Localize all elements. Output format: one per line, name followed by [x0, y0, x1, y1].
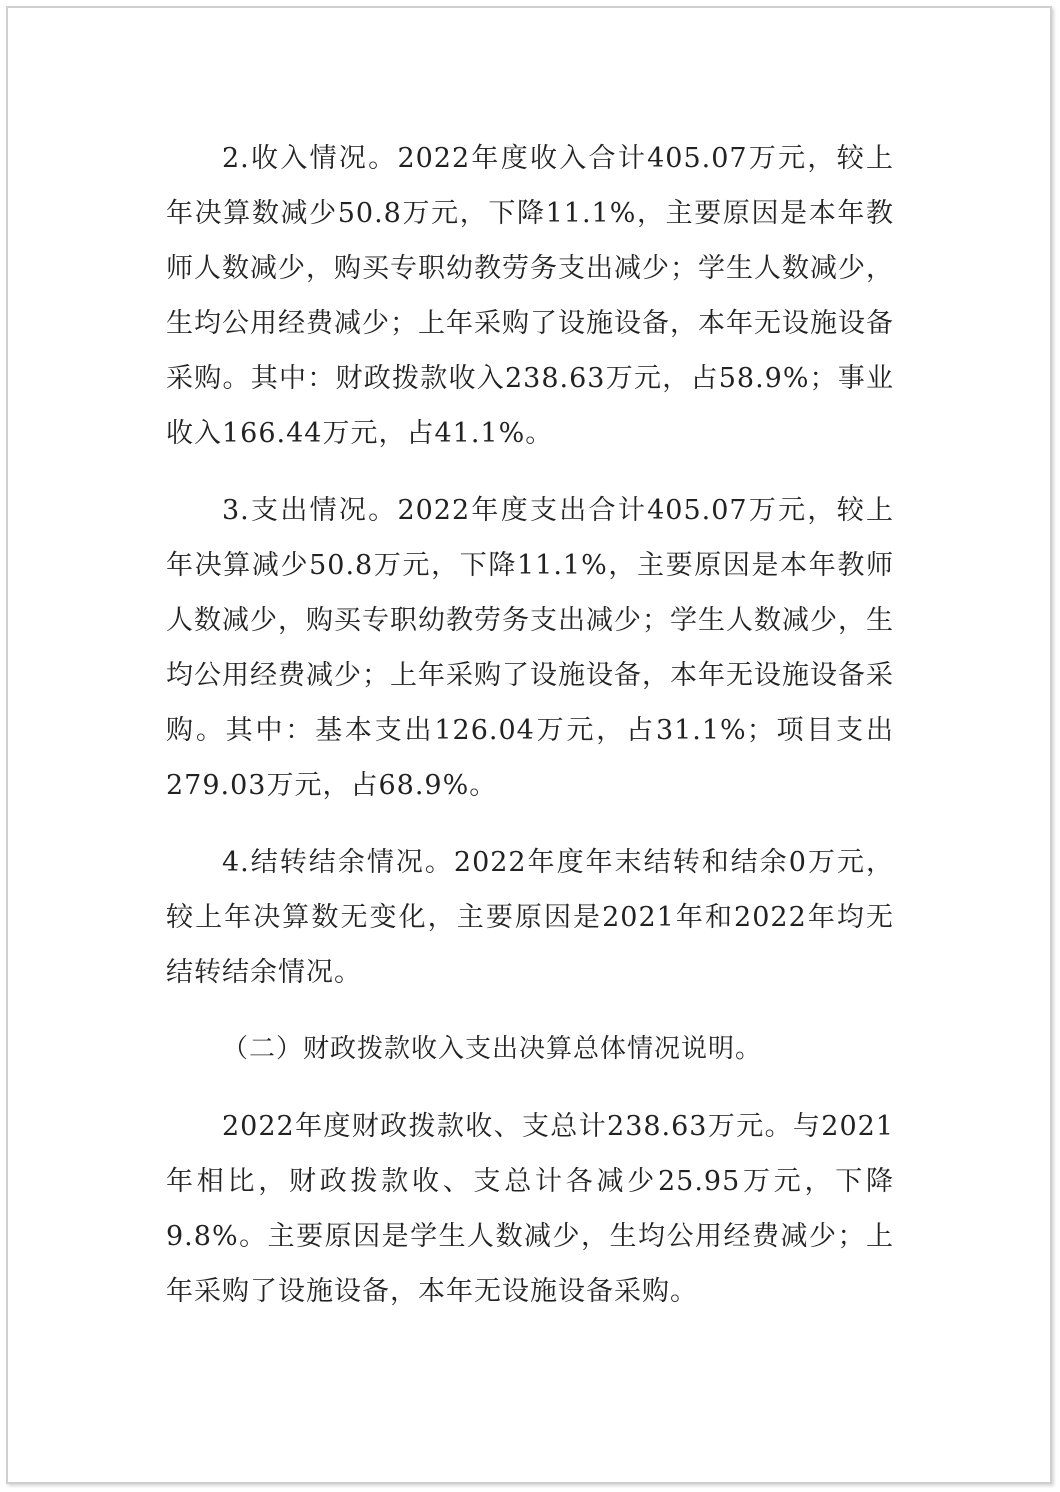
paragraph-carryover: 4.结转结余情况。2022年度年末结转和结余0万元，较上年决算数无变化，主要原因是2021年和2022年均无结转结余情况。	[166, 847, 894, 988]
paragraph-expenditure: 3.支出情况。2022年度支出合计405.07万元，较上年决算减少50.8万元，下降11.1%，主要原因是本年教师人数减少，购买专职幼教劳务支出减少；学生人数减少，生均公用经费减少；上年采购了设施设备，本年无设施设备采购。其中：基本支出126.04万元，占31.1%；项目支出279.03万元，占68.9%。	[166, 495, 894, 801]
paragraph-income: 2.收入情况。2022年度收入合计405.07万元，较上年决算数减少50.8万元，下降11.1%，主要原因是本年教师人数减少，购买专职幼教劳务支出减少；学生人数减少，生均公用经费减少；上年采购了设施设备，本年无设施设备采购。其中：财政拨款收入238.63万元，占58.9%；事业收入166.44万元，占41.1%。	[166, 143, 894, 449]
section-heading: （二）财政拨款收入支出决算总体情况说明。	[222, 1034, 763, 1064]
document-body	[166, 131, 894, 1319]
paragraph-summary: 2022年度财政拨款收、支总计238.63万元。与2021年相比，财政拨款收、支总计各减少25.95万元，下降9.8%。主要原因是学生人数减少，生均公用经费减少；上年采购了设施设备，本年无设施设备采购。	[166, 1111, 894, 1307]
